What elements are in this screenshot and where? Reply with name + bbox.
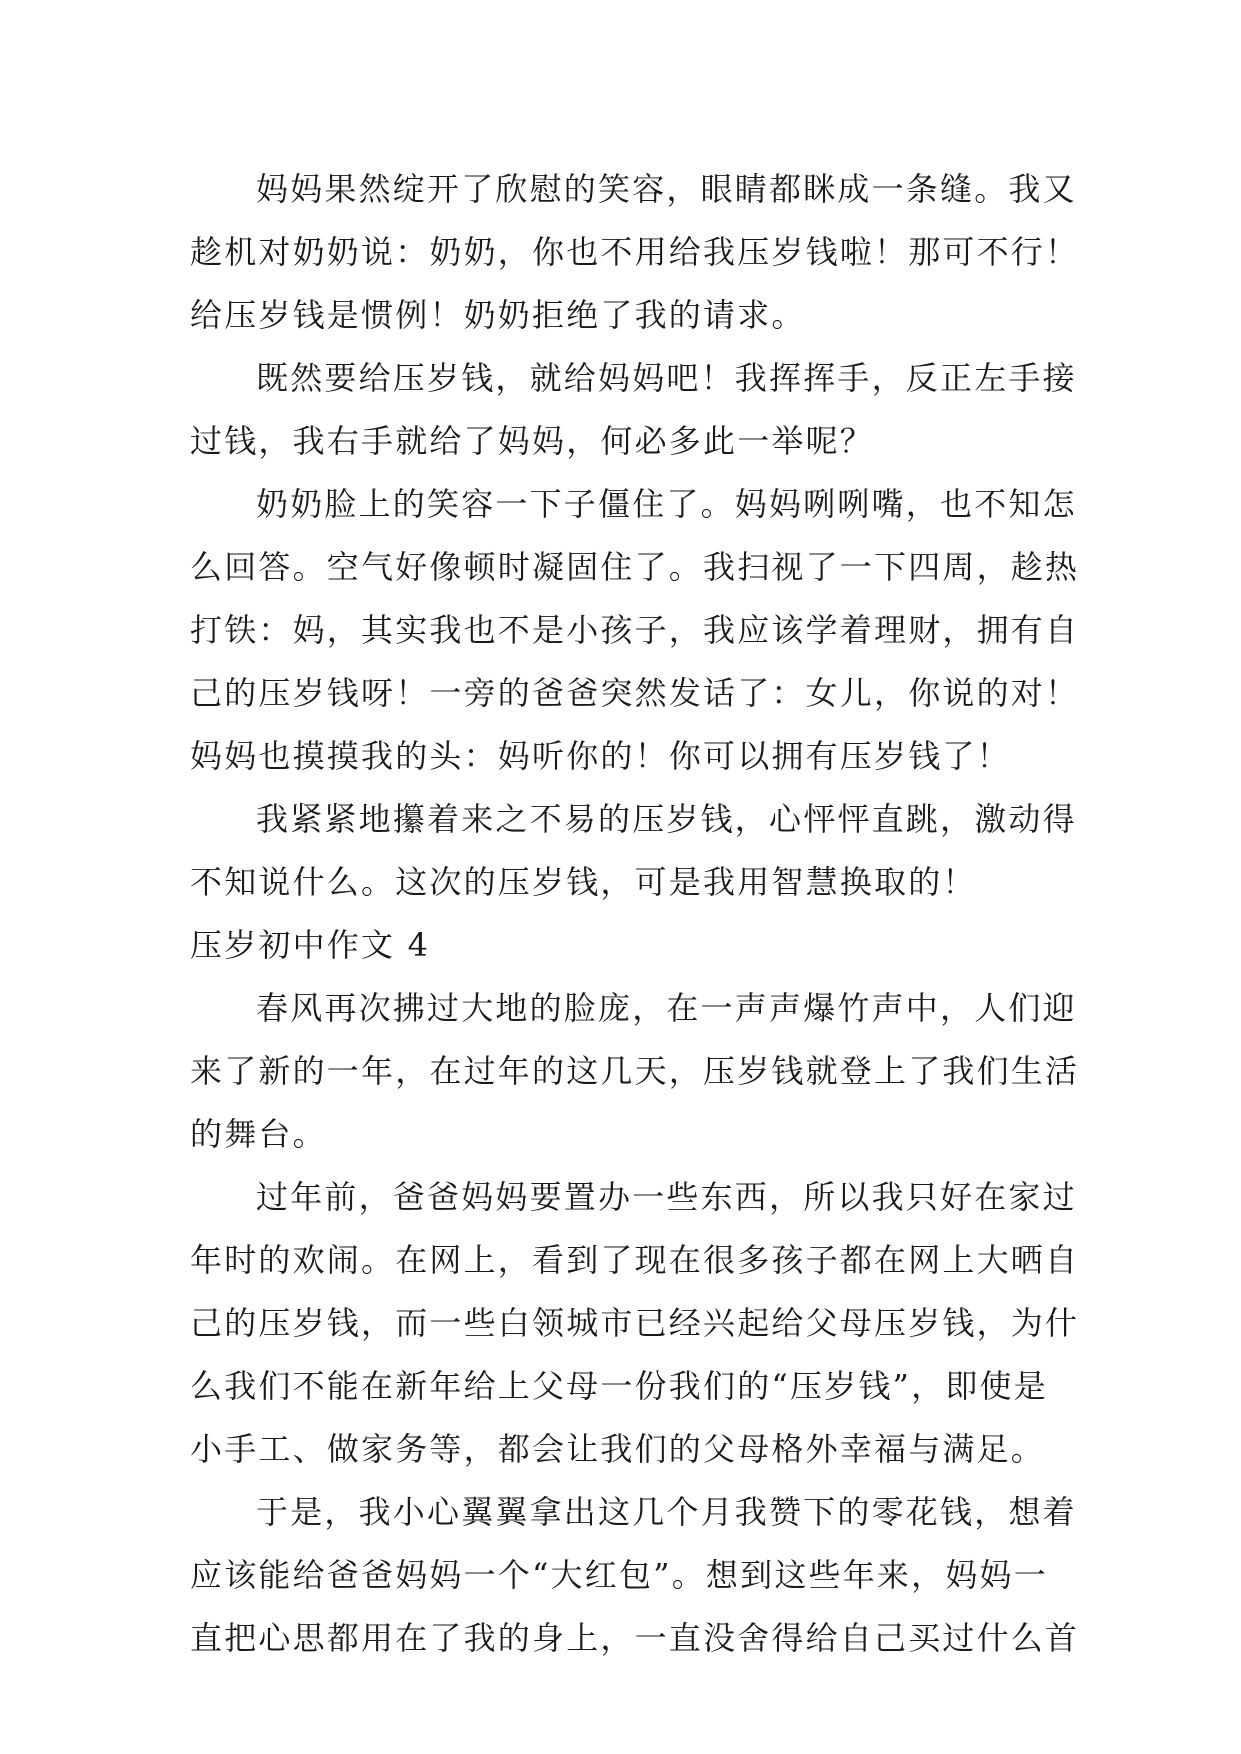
text-line: 打铁：妈，其实我也不是小孩子，我应该学着理财，拥有自	[190, 611, 1080, 649]
text-line: 奶奶脸上的笑容一下子僵住了。妈妈咧咧嘴，也不知怎	[256, 485, 1077, 523]
document-body	[190, 158, 1080, 1670]
text-line: 么我们不能在新年给上父母一份我们的“压岁钱”，即使是	[190, 1367, 1048, 1405]
text-line: 应该能给爸爸妈妈一个“大红包”。想到这些年来，妈妈一	[190, 1556, 1048, 1594]
text-line: 于是，我小心翼翼拿出这几个月我赞下的零花钱，想着	[256, 1493, 1077, 1531]
text-line: 春风再次拂过大地的脸庞，在一声声爆竹声中，人们迎	[256, 989, 1077, 1027]
text-line: 己的压岁钱，而一些白领城市已经兴起给父母压岁钱，为什	[190, 1304, 1080, 1342]
section-heading: 压岁初中作文 4	[190, 926, 431, 964]
text-line: 给压岁钱是惯例！奶奶拒绝了我的请求。	[190, 296, 806, 334]
text-line: 过钱，我右手就给了妈妈，何必多此一举呢？	[190, 422, 875, 460]
text-line: 年时的欢闹。在网上，看到了现在很多孩子都在网上大晒自	[190, 1241, 1080, 1279]
text-line: 的舞台。	[190, 1115, 327, 1153]
text-line: 来了新的一年，在过年的这几天，压岁钱就登上了我们生活	[190, 1052, 1080, 1090]
text-line: 既然要给压岁钱，就给妈妈吧！我挥挥手，反正左手接	[256, 359, 1077, 397]
text-line: 己的压岁钱呀！一旁的爸爸突然发话了：女儿，你说的对！	[190, 674, 1080, 712]
text-line: 我紧紧地攥着来之不易的压岁钱，心怦怦直跳，激动得	[256, 800, 1077, 838]
text-line: 趁机对奶奶说：奶奶，你也不用给我压岁钱啦！那可不行！	[190, 233, 1080, 271]
text-line: 妈妈果然绽开了欣慰的笑容，眼睛都眯成一条缝。我又	[256, 170, 1077, 208]
text-line: 不知说什么。这次的压岁钱，可是我用智慧换取的！	[190, 863, 977, 901]
text-line: 么回答。空气好像顿时凝固住了。我扫视了一下四周，趁热	[190, 548, 1080, 586]
text-line: 过年前，爸爸妈妈要置办一些东西，所以我只好在家过	[256, 1178, 1077, 1216]
text-line: 妈妈也摸摸我的头：妈听你的！你可以拥有压岁钱了！	[190, 737, 1011, 775]
text-line: 小手工、做家务等，都会让我们的父母格外幸福与满足。	[190, 1430, 1046, 1468]
text-line: 直把心思都用在了我的身上，一直没舍得给自己买过什么首	[190, 1619, 1080, 1657]
